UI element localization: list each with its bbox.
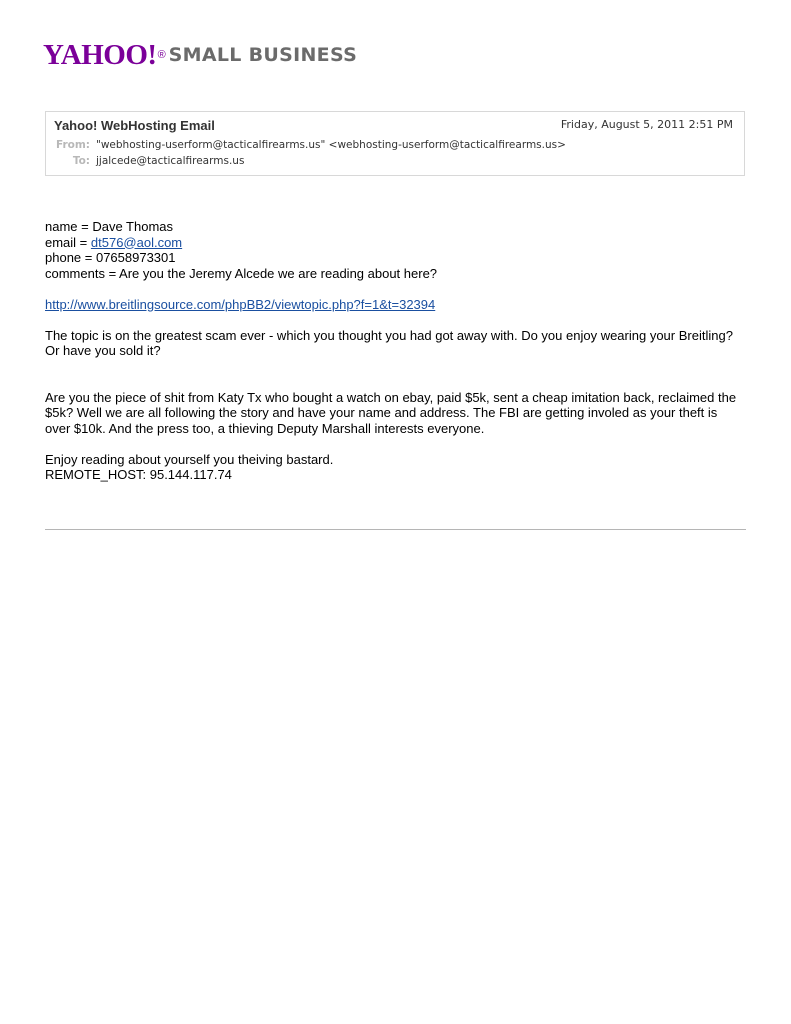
paragraph-accusation: Are you the piece of shit from Katy Tx who bought a watch on ebay, paid $5k, sent a cheap imitation back, reclaimed the $5k? Well we are all following the story and have your name and address. The FBI are getting involed as your theft is over $10k. And the press too, a thieving Deputy Marshall interests everyone. xyxy=(45,389,737,436)
paragraph-topic: The topic is on the greatest scam ever - which you thought you had got away with. Do you enjoy wearing your Breitling? Or have you sold it? xyxy=(45,327,733,358)
to-row xyxy=(46,155,244,167)
from-value: "webhosting-userform@tacticalfirearms.us" <webhosting-userform@tacticalfirearms.us> xyxy=(96,139,566,151)
to-label: To: xyxy=(72,155,90,167)
from-label: From: xyxy=(55,139,90,151)
yahoo-logo-mark: YAHOO! xyxy=(43,38,157,71)
comments-line: comments = Are you the Jeremy Alcede we are reading about here? xyxy=(45,265,438,281)
logo-small-business-text: SMALL BUSINESS xyxy=(168,44,358,66)
topic-url-link[interactable]: http://www.breitlingsource.com/phpBB2/viewtopic.php?f=1&t=32394 xyxy=(45,296,436,312)
phone-line: phone = 07658973301 xyxy=(45,250,176,265)
email-header xyxy=(45,111,745,176)
sender-email-link[interactable]: dt576@aol.com xyxy=(90,234,183,250)
email-date: Friday, August 5, 2011 2:51 PM xyxy=(560,118,733,131)
to-value: jjalcede@tacticalfirearms.us xyxy=(96,155,245,167)
email-line xyxy=(45,235,745,251)
from-row xyxy=(46,139,566,151)
name-line: name = Dave Thomas xyxy=(45,219,174,234)
email-subject-title: Yahoo! WebHosting Email xyxy=(54,118,215,133)
registered-mark: ® xyxy=(157,49,166,61)
remote-host-line: REMOTE_HOST: 95.144.117.74 xyxy=(45,467,232,482)
footer-divider xyxy=(45,529,746,530)
email-prefix: email = xyxy=(45,234,91,250)
yahoo-small-business-logo xyxy=(43,38,357,72)
paragraph-closing: Enjoy reading about yourself you theiving bastard. xyxy=(45,451,334,467)
email-body xyxy=(45,219,745,483)
